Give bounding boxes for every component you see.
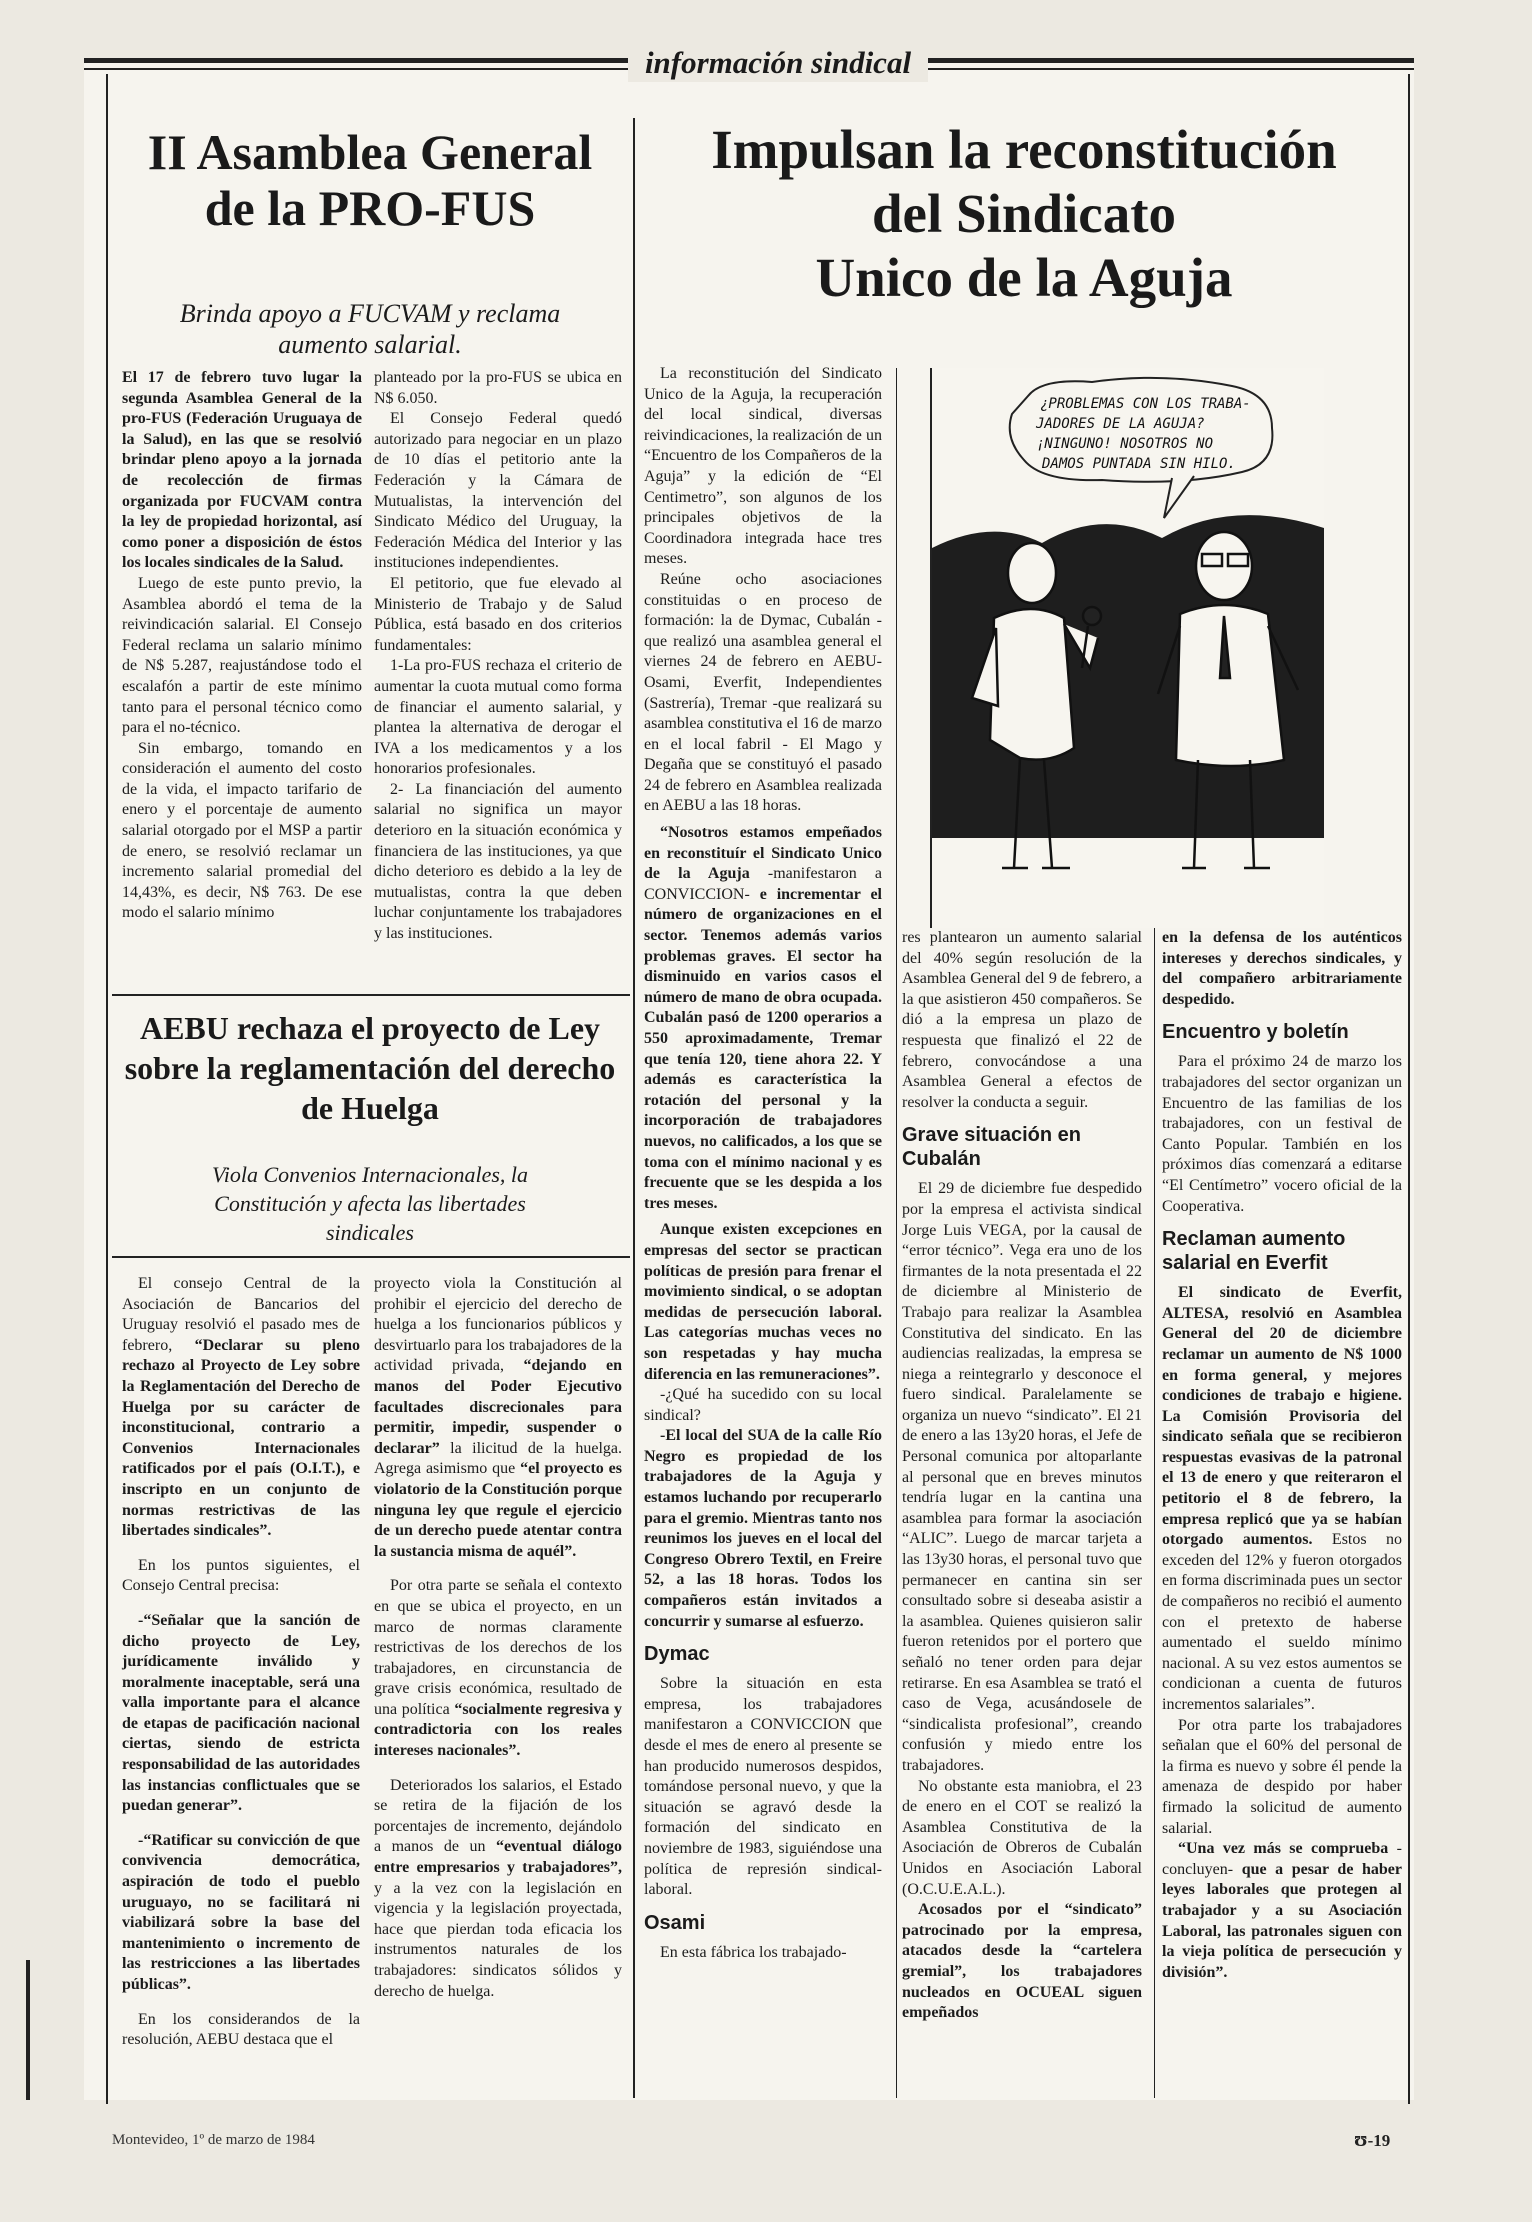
profus-paragraph: El petitorio, que fue elevado al Ministerio de Trabajo y de Salud Pública, está basado en dos criterios fundamentales: (374, 574, 622, 654)
subhead-osami: Osami (644, 1911, 706, 1934)
aguja-text: Estos no exceden del 12% y fueron otorgados en forma discriminada pues un sector de compañeros no recibió el aumento con el pretexto de haberse aumentado el sueldo mínimo nacional. A su vez estos aumentos se condicionan a cuenta de futuros incrementos salariales”. (1162, 1531, 1402, 1713)
aebu-quote: “el proyecto es violatorio de la Constitución porque ninguna ley que regule el ejercicio de un derecho puede atentar contra la sustancia misma de aquél”. (374, 1460, 622, 1560)
aguja-divider (1154, 928, 1155, 2098)
aebu-paragraph: En los considerandos de la resolución, AEBU destaca que el (122, 2010, 360, 2049)
aguja-column-2 (902, 928, 1142, 2024)
profus-paragraph: Luego de este punto previo, la Asamblea abordó el tema de la reivindicación salarial. El Consejo Federal reclama un salario mínimo de N$ 5.287, reajustándose todo el escalafón a partir de este mínimo tanto para el personal técnico como para el no-técnico. (122, 574, 362, 737)
aguja-column-3 (1162, 928, 1402, 1983)
aguja-text: -concluyen- (1162, 1840, 1402, 1878)
aguja-paragraph: res plantearon un aumento salarial del 40% según resolución de la Asamblea General del 9 de febrero, a la que asistieron 450 compañeros. Se dió a la empresa un plazo de respuesta que finalizó el 22 de febrero, convocándose a una Asamblea General a efectos de resolver la conducta a seguir. (902, 929, 1142, 1111)
aguja-headline-line: Unico de la Aguja (815, 247, 1233, 308)
page-number-text: -19 (1367, 2131, 1391, 2150)
aguja-headline-line: Impulsan la reconstitución (711, 119, 1337, 180)
aguja-left-border (633, 118, 635, 2098)
aebu-column-2 (374, 1274, 622, 2002)
section-title: información sindical (628, 44, 928, 82)
aguja-column-1 (644, 364, 882, 1963)
profus-column-1 (122, 368, 362, 924)
subhead-encuentro: Encuentro y boletín (1162, 1021, 1349, 1044)
aguja-paragraph: Reúne ocho asociaciones constituidas o en proceso de formación: la de Dymac, Cubalán -que realizó una asamblea general el viernes 24 de febrero en AEBU- Osami, Everfit, Independientes (Sastrería), Tremar -que realizará su asamblea constitutiva el 16 de marzo en el local fabril - El Mago y Degaña que se constituyó el pasado 24 de febrero en Asamblea realizada en AEBU a las 18 horas. (644, 570, 882, 815)
aguja-paragraph: La reconstitución del Sindicato Unico de la Aguja, la recuperación del local sindical, diversas reivindicaciones, la realización de un “Encuentro de los Compañeros de la Aguja” y la edición de “El Centimetro”, son algunos de los principales objetivos de la Coordinadora integrada hace tres meses. (644, 365, 882, 568)
profus-paragraph: El Consejo Federal quedó autorizado para negociar en un plazo de 10 días el petitorio ante la Federación y la Cámara de Mutualistas, la intervención del Sindicato Médico del Uruguay, la Federación Médica del Interior y las instituciones independientes. (374, 410, 622, 572)
subhead-cubalan: Grave situación en Cubalán (902, 1124, 1081, 1171)
aebu-quote: “dejando en manos del Poder Ejecutivo facultades discrecionales para permitir, impedir, suspender o declarar” (374, 1357, 623, 1457)
aebu-text: la ilicitud de la huelga. Agrega asimismo que (374, 1439, 623, 1478)
aguja-quote: que a pesar de haber leyes laborales que protegen al trabajador y a su Asociación Laboral, las patronales siguen con la vieja política de persecución y división”. (1162, 1860, 1403, 1981)
profus-deck: Brinda apoyo a FUCVAM y reclama aumento salarial. (179, 299, 561, 359)
profus-paragraph: 1-La pro-FUS rechaza el criterio de aumentar la cuota mutual como forma de financiar el aumento salarial, y plantea la alternativa de derogar el IVA a los medicamentos y a los honorarios profesionales. (374, 657, 622, 778)
aguja-quote: “Una vez más se comprueba (1178, 1840, 1389, 1858)
aebu-column-1 (122, 1274, 360, 2051)
aguja-quote: El sindicato de Everfit, ALTESA, resolvió en Asamblea General del 20 de diciembre reclamar un aumento de N$ 1000 en forma general, y mejores condiciones de trabajo e higiene. La Comisión Provisoria del sindicato señala que se recibieron respuestas evasivas de la patronal el 13 de enero y que reiteraron el petitorio el 8 de febrero, la empresa replicó que ya se habían otorgado aumentos. (1162, 1284, 1402, 1549)
aguja-headline (640, 118, 1408, 310)
cartoon-drawing (932, 368, 1324, 928)
aebu-point: -“Señalar que la sanción de dicho proyecto de Ley, jurídicamente inválido y moralmente inaceptable, será una valla importante para el alcance de etapas de pacificación nacional ciertas, siendo de estricta responsabilidad de las autoridades las instancias conflictuales que se puedan generar”. (122, 1611, 360, 1815)
subhead-everfit: Reclaman aumento salarial en Everfit (1162, 1228, 1346, 1275)
speech-line: DAMOS PUNTADA SIN HILO. (1042, 456, 1236, 472)
speech-line: ¿PROBLEMAS CON LOS TRABA- (1040, 396, 1251, 412)
publication-logo-icon: ʊ (1354, 2126, 1368, 2151)
aebu-deck-rule (112, 1256, 630, 1258)
profus-paragraph: Sin embargo, tomando en consideración el aumento del costo de la vida, el impacto tarifario de enero y el porcentaje de aumento salarial otorgado por el MSP a partir de enero, se resolvió reclamar un incremento salarial promedial del 14,43%, es decir, N$ 763. De ese modo el salario mínimo (122, 739, 362, 922)
aebu-quote: “socialmente regresiva y contradictoria con los reales intereses nacionales”. (374, 1700, 622, 1760)
aguja-paragraph: Para el próximo 24 de marzo los trabajadores del sector organizan un Encuentro de las familias de los trabajadores, con un festival de Canto Popular. También en los próximos días comenzará a editarse “El Centímetro” vocero oficial de la Cooperativa. (1162, 1053, 1402, 1215)
aebu-text: Por otra parte se señala el contexto en que se ubica el proyecto, en un marco de normas claramente restrictivas de los derechos de los trabajadores, en circunstancia de grave crisis económica, resultado de una política (374, 1577, 622, 1718)
aebu-text: y a la vez con la legislación en vigencia y la legislación proyectada, hace que pierdan toda eficacia los instrumentos naturales de los trabajadores: sindicatos sólidos y derecho de huelga. (374, 1879, 622, 2000)
aebu-text: proyecto viola la Constitución al prohibir el ejercicio del derecho de huelga a los funcionarios públicos y desvirtuarlo para los trabajadores de la actividad privada, (374, 1275, 622, 1375)
aguja-answer: -El local del SUA de la calle Río Negro es propiedad de los trabajadores de la Aguja y estamos luchando por recuperarlo para el gremio. Mientras tanto nos reunimos los jueves en el local del Congreso Obrero Textil, en Freire 52, a las 18 horas. Todos los compañeros están invitados a concurrir y sumarse al esfuerzo. (644, 1427, 882, 1630)
aebu-point: -“Ratificar su convicción de que convivencia democrática, aspiración de todo el pueblo uruguayo, no se facilitará ni viabilizará sobre la base del mantenimiento o incremento de las restricciones a las libertades públicas”. (122, 1831, 360, 1993)
aguja-paragraph: Sobre la situación en esta empresa, los trabajadores manifestaron a CONVICCION que desde el mes de enero al presente se han producido numerosos despidos, tomándose personal nuevo, y que la situación se agravó desde la formación del sindicato en noviembre de 1983, siguiéndose una política de represión sindical-laboral. (644, 1675, 882, 1899)
aebu-text: El consejo Central de la Asociación de Bancarios del Uruguay resolvió el pasado mes de febrero, (122, 1275, 360, 1354)
aguja-paragraph: En esta fábrica los trabajado- (660, 1943, 847, 1961)
aguja-quote: “Nosotros estamos empeñados en reconstituír el Sindicato Unico de la Aguja (644, 824, 882, 883)
section-separator (112, 994, 630, 996)
profus-lead: El 17 de febrero tuvo lugar la segunda Asamblea General de la pro-FUS (Federación Uruguaya de la Salud), en las que se resolvió brindar pleno apoyo a la jornada de recolección de firmas organizada por FUCVAM contra la ley de propiedad horizontal, así como poner a disposición de éstos los locales sindicales de la Salud. (122, 369, 362, 572)
dateline: Montevideo, 1º de marzo de 1984 (112, 2132, 315, 2148)
cartoon-illustration (930, 368, 1324, 928)
aebu-quote: “eventual diálogo entre empresarios y trabajadores”, (374, 1838, 623, 1877)
aguja-headline-line: del Sindicato (871, 183, 1177, 244)
page-left-border (106, 74, 108, 2104)
profus-headline: II Asamblea General de la PRO-FUS (147, 124, 593, 236)
aguja-paragraph: Acosados por el “sindicato” patrocinado por la empresa, atacados desde la “cartelera gremial”, los trabajadores nucleados en OCUEAL siguen empeñados (902, 1901, 1142, 2022)
profus-column-2 (374, 368, 622, 945)
aebu-headline: AEBU rechaza el proyecto de Ley sobre la reglamentación del derecho de Huelga (124, 1010, 616, 1126)
aguja-paragraph: El 29 de diciembre fue despedido por la empresa el activista sindical Jorge Luis VEGA, por la causal de “error técnico”. Vega era uno de los firmantes de la nota presentada el 22 de diciembre al Ministerio de Trabajo para realizar la Asamblea Constitutiva del sindicato. En las audiencias realizadas, la empresa se niega a reintegrarlo y desconoce el fuero sindical. Paralelamente se organiza un nuevo “sindicato”. El 21 de enero a las 13y20 horas, el Jefe de Personal comunica por altoparlante al personal que en breves minutos tendría lugar en la cantina una asamblea para formar la asociación “ALIC”. Luego de marcar tarjeta a las 13y30 horas, el personal tuvo que permanecer en cantina sin ser consultado sobre si deseaba asistir a la asamblea. Quienes quisieron salir fueron retenidos por el portero que señaló no tener orden para dejar retirarse. En esa Asamblea se trató el caso de Vega, acusándosele de “sindicalista profesional”, creando confusión y miedo entre los trabajadores. (902, 1180, 1142, 1774)
aguja-paragraph: No obstante esta maniobra, el 23 de enero en el COT se realizó la Asamblea Constitutiva de la Asociación de Obreros de Cubalán Unidos en Asociación Laboral (O.C.U.E.A.L.). (902, 1777, 1142, 1898)
margin-mark (26, 1960, 30, 2100)
subhead-dymac: Dymac (644, 1643, 710, 1666)
aguja-quote: Aunque existen excepciones en empresas del sector se practican políticas de presión para frenar el movimiento sindical, o se adoptan medidas de persecución laboral. Las categorías muchas veces no son respetadas y hay mucha diferencia en las remuneraciones”. (644, 1221, 882, 1383)
aebu-deck: Viola Convenios Internacionales, la Constitución y afecta las libertades sindicales (211, 1162, 529, 1245)
aebu-quote: “Declarar su pleno rechazo al Proyecto de Ley sobre la Reglamentación del Derecho de Huelga por su carácter de inconstitucional, contrario a Convenios Internacionales ratificados por el país (O.I.T.), e inscripto en un conjunto de normas restrictivas de las libertades sindicales”. (122, 1336, 360, 1540)
speech-line: JADORES DE LA AGUJA? (1036, 416, 1205, 432)
aguja-question: -¿Qué ha sucedido con su local sindical? (644, 1386, 882, 1424)
page-number (1354, 2126, 1390, 2152)
speech-line: ¡NINGUNO! NOSOTROS NO (1036, 436, 1214, 452)
page-right-border (1408, 74, 1410, 2104)
aguja-quote: e incrementar el número de organizaciones en el sector. Tenemos además varios problemas graves. El sector ha disminuido en varios casos el número de mano de obra ocupada. Cubalán pasó de 1200 operarios a 550 aproximadamente, Tremar que tenía 120, tiene ahora 22. Y además es característica la rotación del personal y la incorporación de trabajadores nuevos, no calificados, a los que se toma con el mínimo nacional y es frecuente que se les despida a los tres meses. (644, 885, 883, 1212)
aebu-paragraph: En los puntos siguientes, el Consejo Central precisa: (122, 1556, 360, 1595)
aguja-paragraph: Por otra parte los trabajadores señalan que el 60% del personal de la firma es nuevo y sobre él pende la amenaza de despido por haber firmado la solicitud de aumento salarial. (1162, 1716, 1402, 1837)
aguja-text: -manifestaron a CONVICCION- (644, 865, 883, 903)
profus-paragraph: planteado por la pro-FUS se ubica en N$ 6.050. (374, 369, 622, 407)
profus-paragraph: 2- La financiación del aumento salarial no significa un mayor deterioro en la situación económica y financiera de las instituciones, ya que dicho deterioro es debido a la ley de mutualistas, contra la que deben luchar conjuntamente los trabajadores y las instituciones. (374, 780, 622, 943)
aguja-divider (896, 368, 897, 2098)
aebu-text: Deteriorados los salarios, el Estado se retira de la fijación de los porcentajes de incremento, dejándolo a manos de un (374, 1776, 622, 1856)
aguja-paragraph: en la defensa de los auténticos intereses y derechos sindicales, y del compañero arbitrariamente despedido. (1162, 929, 1402, 1008)
